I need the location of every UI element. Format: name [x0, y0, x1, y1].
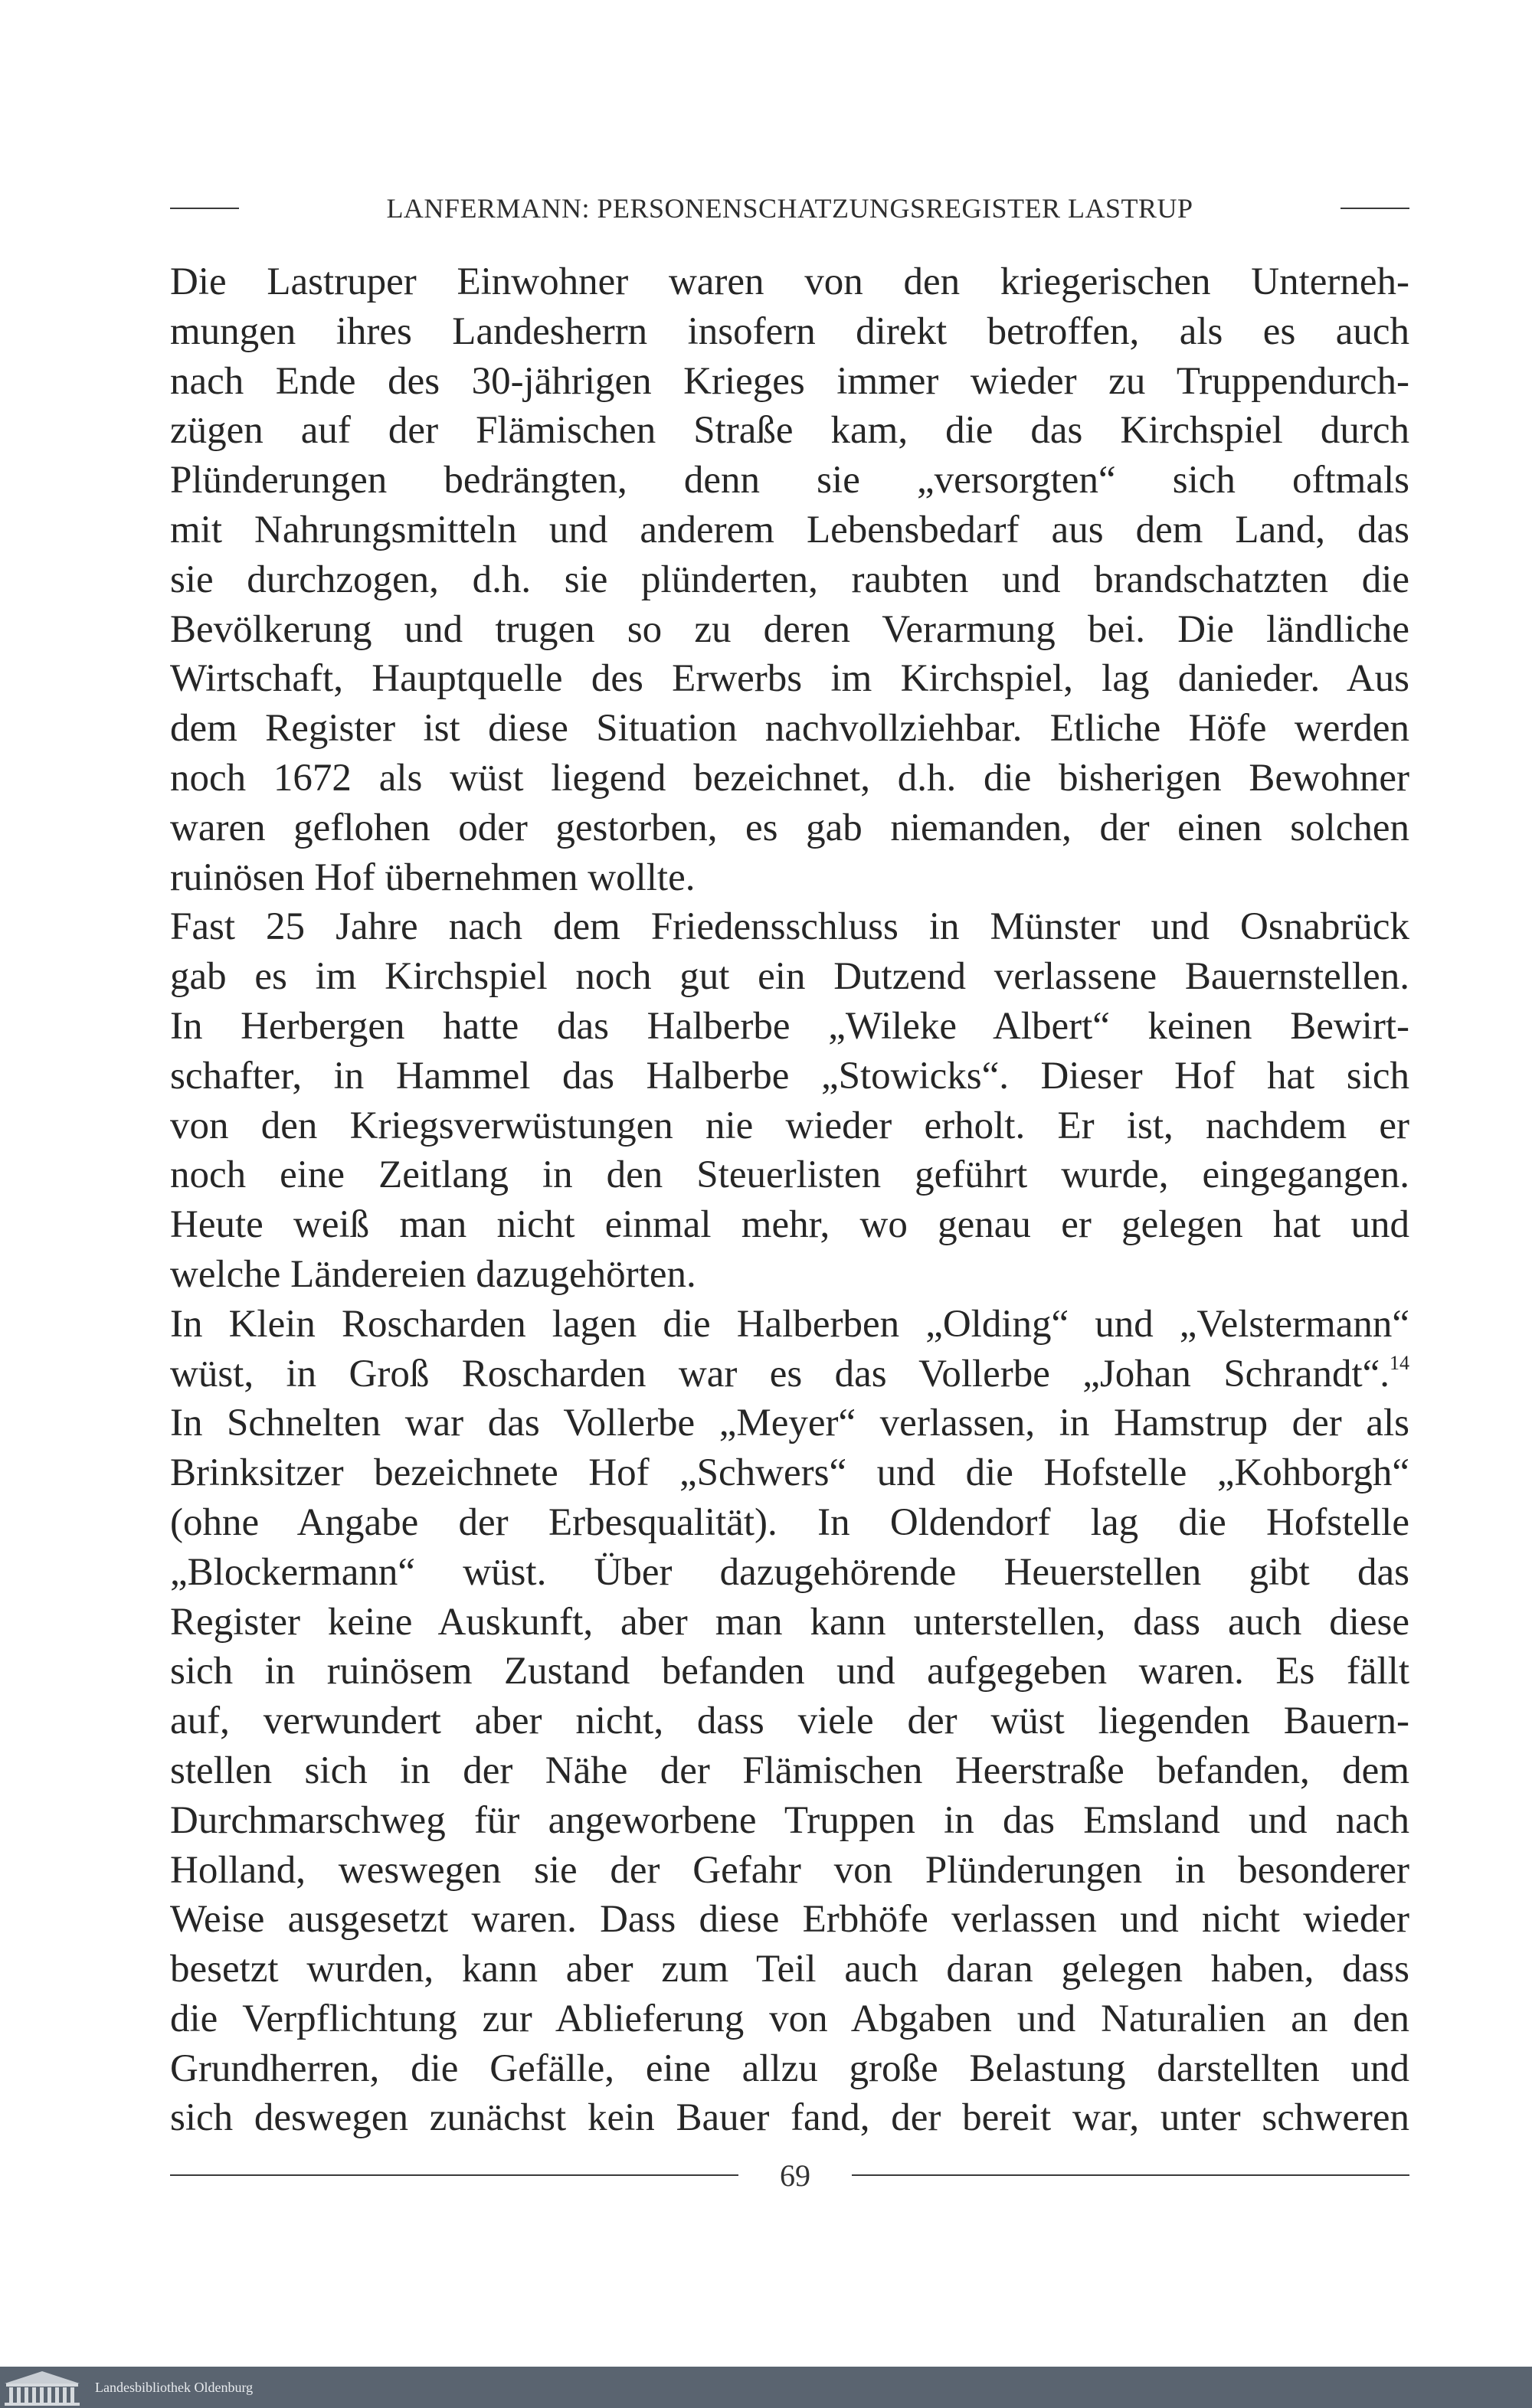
text-line-content: wüst, in Groß Roscharden war es das Vollerbe „Johan Schrandt“.	[170, 1352, 1390, 1395]
text-line: Brinksitzer bezeichnete Hof „Schwers“ und die Hofstelle „Kohborgh“	[170, 1451, 1409, 1495]
header-rule-right	[1340, 208, 1409, 209]
text-line: besetzt wurden, kann aber zum Teil auch daran gelegen haben, dass	[170, 1948, 1409, 1991]
page-footer	[170, 2156, 1409, 2194]
text-line: mungen ihres Landesherrn insofern direkt betroffen, als es auch	[170, 309, 1409, 353]
text-line: Plünderungen bedrängten, denn sie „versorgten“ sich oftmals	[170, 459, 1409, 502]
paragraph-3	[170, 1300, 1409, 2144]
text-line: stellen sich in der Nähe der Flämischen Heerstraße befanden, dem	[170, 1749, 1409, 1792]
text-line: zügen auf der Flämischen Straße kam, die das Kirchspiel durch	[170, 409, 1409, 453]
footer-rule-right	[852, 2174, 1409, 2176]
text-line: Bevölkerung und trugen so zu deren Verarmung bei. Die ländliche	[170, 607, 1409, 651]
text-line: sich deswegen zunächst kein Bauer fand, der bereit war, unter schweren	[170, 2096, 1409, 2140]
paragraph-2	[170, 902, 1409, 1299]
text-line: In Schnelten war das Vollerbe „Meyer“ verlassen, in Hamstrup der als	[170, 1402, 1409, 1445]
text-line-with-footnote	[170, 1350, 1409, 1399]
text-line: auf, verwundert aber nicht, dass viele der wüst liegenden Bauern-	[170, 1700, 1409, 1743]
text-line: schafter, in Hammel das Halberbe „Stowicks“. Dieser Hof hat sich	[170, 1054, 1409, 1098]
text-line: In Herbergen hatte das Halberbe „Wileke Albert“ keinen Bewirt-	[170, 1004, 1409, 1048]
text-line: sie durchzogen, d.h. sie plünderten, raubten und brandschatzten die	[170, 558, 1409, 601]
text-line: mit Nahrungsmitteln und anderem Lebensbedarf aus dem Land, das	[170, 508, 1409, 551]
text-line: In Klein Roscharden lagen die Halberben „Olding“ und „Velstermann“	[170, 1302, 1409, 1346]
text-line: von den Kriegsverwüstungen nie wieder erholt. Er ist, nachdem er	[170, 1104, 1409, 1147]
header-rule-left	[170, 208, 239, 209]
text-line: Holland, weswegen sie der Gefahr von Plünderungen in besonderer	[170, 1848, 1409, 1892]
body-text	[170, 257, 1409, 2143]
text-line: noch eine Zeitlang in den Steuerlisten geführt wurde, eingegangen.	[170, 1153, 1409, 1197]
text-line: die Verpflichtung zur Ablieferung von Abgaben und Naturalien an den	[170, 1997, 1409, 2040]
text-line: Durchmarschweg für angeworbene Truppen in das Emsland und nach	[170, 1798, 1409, 1842]
text-line: Wirtschaft, Hauptquelle des Erwerbs im Kirchspiel, lag danieder. Aus	[170, 657, 1409, 701]
text-line: Weise ausgesetzt waren. Dass diese Erbhöfe verlassen und nicht wieder	[170, 1898, 1409, 1942]
text-line: waren geflohen oder gestorben, es gab niemanden, der einen solchen	[170, 806, 1409, 849]
page-number: 69	[780, 2158, 810, 2193]
running-title: LANFERMANN: PERSONENSCHATZUNGSREGISTER LASTRUP	[386, 193, 1193, 224]
footnote-reference[interactable]: 14	[1390, 1351, 1409, 1374]
text-line: (ohne Angabe der Erbesqualität). In Oldendorf lag die Hofstelle	[170, 1500, 1409, 1544]
text-line: sich in ruinösem Zustand befanden und aufgegeben waren. Es fällt	[170, 1650, 1409, 1693]
text-line: Heute weiß man nicht einmal mehr, wo genau er gelegen hat und	[170, 1203, 1409, 1247]
text-line: ruinösen Hof übernehmen wollte.	[170, 856, 696, 899]
text-line: dem Register ist diese Situation nachvollziehbar. Etliche Höfe werden	[170, 707, 1409, 751]
text-line: nach Ende des 30-jährigen Krieges immer wieder zu Truppendurch-	[170, 359, 1409, 403]
paragraph-1	[170, 257, 1409, 902]
library-name: Landesbibliothek Oldenburg	[95, 2379, 254, 2395]
text-line: Die Lastruper Einwohner waren von den kriegerischen Unterneh-	[170, 260, 1409, 303]
footer-rule-left	[170, 2174, 738, 2176]
running-head	[170, 188, 1409, 228]
library-building-icon	[0, 2367, 84, 2408]
library-watermark-bar	[0, 2367, 1532, 2408]
text-line: welche Ländereien dazugehörten.	[170, 1252, 696, 1296]
text-line: gab es im Kirchspiel noch gut ein Dutzend verlassene Bauernstellen.	[170, 955, 1409, 999]
text-line: Fast 25 Jahre nach dem Friedensschluss in Münster und Osnabrück	[170, 905, 1409, 949]
text-line: Register keine Auskunft, aber man kann unterstellen, dass auch diese	[170, 1600, 1409, 1644]
text-line: „Blockermann“ wüst. Über dazugehörende Heuerstellen gibt das	[170, 1550, 1409, 1594]
text-line: Grundherren, die Gefälle, eine allzu große Belastung darstellten und	[170, 2046, 1409, 2090]
text-line: noch 1672 als wüst liegend bezeichnet, d.h. die bisherigen Bewohner	[170, 756, 1409, 800]
